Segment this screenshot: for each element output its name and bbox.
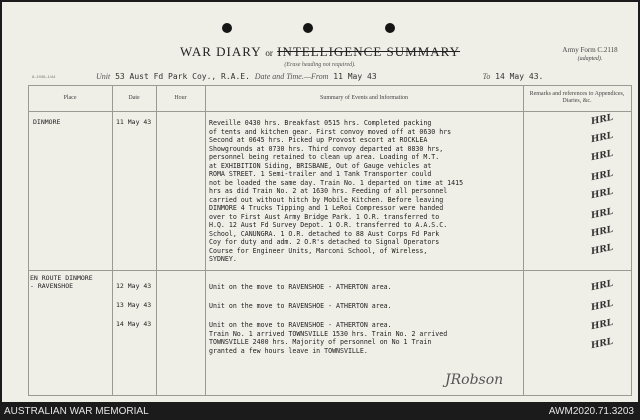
initials-mark: HRL: [590, 336, 615, 352]
initials-mark: HRL: [590, 186, 615, 202]
initials-mark: HRL: [590, 206, 615, 222]
date-to: 14 May 43.: [495, 72, 544, 81]
header-remarks: Remarks and references to Appendices, Diaries, &c.: [529, 91, 625, 104]
entry-date: 14 May 43: [116, 320, 152, 328]
table-rule: [523, 85, 524, 396]
diary-table: [28, 85, 632, 396]
summary-line: Unit on the move to RAVENSHOE - ATHERTON area.: [209, 283, 392, 291]
title-struck: INTELLIGENCE SUMMARY: [277, 44, 460, 59]
entry-date: 12 May 43: [116, 282, 152, 290]
summary-line: H.Q. 12 Aust Fd Survey Depot. 1 O.R. transferred to A.A.S.C.: [209, 221, 448, 229]
entry-place: EN ROUTE DINMORE: [30, 274, 93, 282]
to-label: To: [482, 72, 491, 81]
header-date: Date: [128, 94, 140, 101]
header-place: Place: [63, 94, 77, 101]
punch-hole: [385, 23, 395, 33]
summary-line: not be loaded the same day. Train No. 1 departed on time at 1415: [209, 178, 464, 187]
summary-line: SYDNEY.: [209, 255, 237, 263]
table-rule: [28, 111, 632, 112]
initials-mark: HRL: [590, 130, 615, 146]
summary-line: Unit on the move to RAVENSHOE - ATHERTON area.: [209, 302, 392, 310]
table-rule: [156, 85, 157, 396]
summary-line: granted a few hours leave in TOWNSVILLE.: [209, 346, 368, 355]
summary-line: at EXHIBITION Siding, BRISBANE, Out of Gauge vehicles at: [209, 161, 432, 170]
unit-value: 53 Aust Fd Park Coy., R.A.E.: [115, 72, 250, 81]
form-number: [550, 46, 630, 64]
summary-line: TOWNSVILLE 2400 hrs. Majority of personnel on No 1 Train: [209, 338, 432, 346]
page-title: [2, 44, 638, 60]
entry-date: 11 May 43: [116, 118, 152, 126]
print-reference: 8–1936–1/44: [32, 74, 56, 79]
table-rule: [205, 85, 206, 396]
summary-line: Train No. 1 arrived TOWNSVILLE 1530 hrs. Train No. 2 arrived: [209, 329, 448, 338]
footer-institution: AUSTRALIAN WAR MEMORIAL: [4, 406, 149, 417]
entry-place: - RAVENSHOE: [30, 282, 74, 290]
summary-line: Unit on the move to RAVENSHOE - ATHERTON area.: [209, 321, 392, 329]
summary-line: Coy for duty and adm. 2 O.R's detached to Signal Operators: [209, 238, 440, 246]
initials-mark: HRL: [590, 242, 615, 258]
form-number-text: Army Form C.2118: [562, 46, 618, 54]
table-rule: [28, 85, 29, 396]
title-or: or: [265, 48, 273, 58]
table-rule: [112, 85, 113, 396]
summary-line: Course for Engineer Units, Marconi School, of Wireless,: [209, 246, 428, 255]
summary-line: Second at 0645 hrs. Picked up Provost escort at ROCKLEA: [209, 136, 428, 144]
summary-line: personnel being retained to clean up area. Loading of M.T.: [209, 153, 440, 161]
punch-hole: [303, 23, 313, 33]
table-rule: [631, 85, 632, 396]
initials-mark: HRL: [590, 317, 615, 333]
summary-line: over to First Aust Army Bridge Park. 1 O.R. transferred to: [209, 212, 440, 221]
unit-line: [96, 72, 543, 81]
unit-label: Unit: [96, 72, 111, 81]
title-note: (Erase heading not required).: [284, 62, 356, 68]
punch-hole: [222, 23, 232, 33]
table-rule: [28, 270, 632, 271]
initials-mark: HRL: [590, 148, 615, 164]
table-rule: [28, 395, 632, 396]
initials-mark: HRL: [590, 112, 615, 128]
initials-mark: HRL: [590, 278, 615, 294]
header-summary: Summary of Events and Information: [320, 94, 408, 101]
summary-line: hrs as did Train No. 2 at 1630 hrs. Feeding of all personnel: [209, 187, 448, 195]
footer: [0, 404, 640, 420]
summary-line: of tents and kitchen gear. First convoy moved off at 0630 hrs: [209, 127, 452, 136]
summary-line: ROMA STREET. 1 Semi-trailer and 1 Tank Transporter could: [209, 170, 432, 178]
summary-line: School, CANUNGRA. 1 O.R. detached to 88 Aust Corps Fd Park: [209, 229, 440, 238]
summary-line: Reveille 0430 hrs. Breakfast 0515 hrs. Completed packing: [209, 119, 432, 127]
header-hour: Hour: [174, 94, 187, 101]
entry-date: 13 May 43: [116, 301, 152, 309]
form-adapted: (adapted).: [577, 56, 603, 62]
initials-mark: HRL: [590, 298, 615, 314]
initials-mark: HRL: [590, 168, 615, 184]
footer-accession-number: AWM2020.71.3203: [548, 406, 634, 417]
diary-page: [2, 2, 638, 402]
date-label: Date and Time.—From: [254, 72, 329, 81]
summary-line: Showgrounds at 0730 hrs. Third convoy departed at 0830 hrs,: [209, 144, 444, 153]
date-from: 11 May 43: [333, 72, 377, 81]
summary-line: carried out without hitch by Mobile Kitchen. Before leaving: [209, 195, 444, 204]
entry-place: DINMORE: [33, 118, 61, 126]
officer-signature: JRobson: [445, 372, 504, 388]
initials-mark: HRL: [590, 224, 615, 240]
title-main: WAR DIARY: [180, 44, 262, 59]
summary-line: DINMORE 4 Trucks Tipping and 1 LeRoi Compressor were handed: [209, 204, 444, 212]
